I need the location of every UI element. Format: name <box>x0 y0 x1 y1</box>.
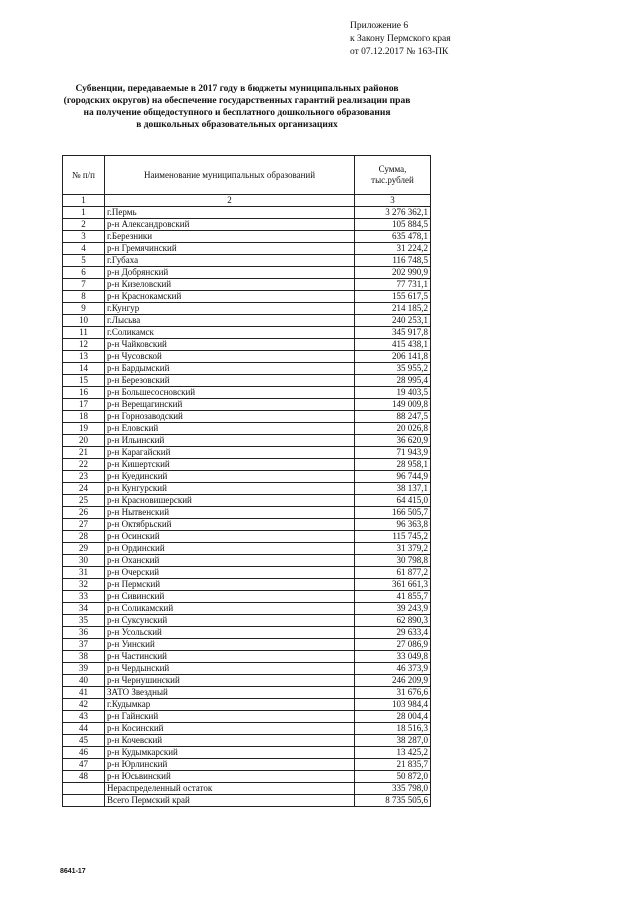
row-sum: 88 247,5 <box>355 411 431 423</box>
row-number: 43 <box>63 711 105 723</box>
table-row <box>63 267 431 279</box>
row-sum: 36 620,9 <box>355 435 431 447</box>
table-row <box>63 495 431 507</box>
row-sum: 635 478,1 <box>355 231 431 243</box>
row-name: г.Лысьва <box>105 315 355 327</box>
row-number: 23 <box>63 471 105 483</box>
table-row <box>63 627 431 639</box>
row-name: р-н Чердынский <box>105 663 355 675</box>
row-sum: 31 676,6 <box>355 687 431 699</box>
title-line-2: (городских округов) на обеспечение государственных гарантий реализации прав <box>63 96 411 106</box>
row-number: 10 <box>63 315 105 327</box>
row-name: р-н Усольский <box>105 627 355 639</box>
row-name: р-н Верещагинский <box>105 399 355 411</box>
row-number: 7 <box>63 279 105 291</box>
row-number: 29 <box>63 543 105 555</box>
row-number: 18 <box>63 411 105 423</box>
table-row <box>63 243 431 255</box>
row-sum: 31 224,2 <box>355 243 431 255</box>
row-number: 3 <box>63 231 105 243</box>
row-sum: 19 403,5 <box>355 387 431 399</box>
row-name: р-н Красновишерский <box>105 495 355 507</box>
row-sum: 35 955,2 <box>355 363 431 375</box>
row-sum: 20 026,8 <box>355 423 431 435</box>
row-sum: 38 287,0 <box>355 735 431 747</box>
table-row <box>63 687 431 699</box>
index-row <box>63 195 431 207</box>
row-sum: 71 943,9 <box>355 447 431 459</box>
row-number: 17 <box>63 399 105 411</box>
row-number: 34 <box>63 603 105 615</box>
row-sum: 29 633,4 <box>355 627 431 639</box>
document-title <box>60 83 414 131</box>
table-row <box>63 783 431 795</box>
row-sum: 41 855,7 <box>355 591 431 603</box>
row-number: 6 <box>63 267 105 279</box>
table-row <box>63 615 431 627</box>
row-sum: 64 415,0 <box>355 495 431 507</box>
row-sum: 3 276 362,1 <box>355 207 431 219</box>
row-sum: 202 990,9 <box>355 267 431 279</box>
table-row <box>63 651 431 663</box>
row-number: 5 <box>63 255 105 267</box>
row-sum: 335 798,0 <box>355 783 431 795</box>
table-row <box>63 219 431 231</box>
row-number: 38 <box>63 651 105 663</box>
row-number: 33 <box>63 591 105 603</box>
row-name: р-н Чусовской <box>105 351 355 363</box>
row-number: 20 <box>63 435 105 447</box>
table-row <box>63 507 431 519</box>
row-name: р-н Кунгурский <box>105 483 355 495</box>
row-number: 37 <box>63 639 105 651</box>
table-row <box>63 759 431 771</box>
table-row <box>63 279 431 291</box>
table-row <box>63 663 431 675</box>
title-line-3: на получение общедоступного и бесплатного дошкольного образования <box>83 108 391 118</box>
row-number <box>63 795 105 807</box>
table-row <box>63 291 431 303</box>
table-row <box>63 207 431 219</box>
row-sum: 240 253,1 <box>355 315 431 327</box>
row-number: 32 <box>63 579 105 591</box>
row-sum: 27 086,9 <box>355 639 431 651</box>
table-row <box>63 675 431 687</box>
row-sum: 166 505,7 <box>355 507 431 519</box>
table-row <box>63 747 431 759</box>
row-number: 40 <box>63 675 105 687</box>
table-row <box>63 591 431 603</box>
title-line-1: Субвенции, передаваемые в 2017 году в бюджеты муниципальных районов <box>75 84 399 94</box>
appendix-line-1: Приложение 6 <box>350 21 409 31</box>
row-sum: 38 137,1 <box>355 483 431 495</box>
row-name: р-н Суксунский <box>105 615 355 627</box>
row-number: 13 <box>63 351 105 363</box>
row-name: г.Кунгур <box>105 303 355 315</box>
row-sum: 155 617,5 <box>355 291 431 303</box>
row-number: 41 <box>63 687 105 699</box>
row-sum: 415 438,1 <box>355 339 431 351</box>
row-name: р-н Еловский <box>105 423 355 435</box>
row-name: р-н Частинский <box>105 651 355 663</box>
row-sum: 96 744,9 <box>355 471 431 483</box>
row-sum: 46 373,9 <box>355 663 431 675</box>
row-name: р-н Кизеловский <box>105 279 355 291</box>
appendix-line-3: от 07.12.2017 № 163-ПК <box>350 47 449 57</box>
row-sum: 116 748,5 <box>355 255 431 267</box>
row-name: р-н Нытвенский <box>105 507 355 519</box>
row-name: р-н Пермский <box>105 579 355 591</box>
table-row <box>63 327 431 339</box>
row-name: р-н Сивинский <box>105 591 355 603</box>
table-row <box>63 399 431 411</box>
row-sum: 8 735 505,6 <box>355 795 431 807</box>
row-name: р-н Кочевский <box>105 735 355 747</box>
table-row <box>63 423 431 435</box>
row-name: р-н Березовский <box>105 375 355 387</box>
row-name: р-н Большесосновский <box>105 387 355 399</box>
row-name: р-н Горнозаводский <box>105 411 355 423</box>
row-name: р-н Краснокамский <box>105 291 355 303</box>
row-name: р-н Куединский <box>105 471 355 483</box>
table-row <box>63 603 431 615</box>
row-name: Всего Пермский край <box>105 795 355 807</box>
row-name: р-н Добрянский <box>105 267 355 279</box>
table-row <box>63 579 431 591</box>
row-number: 30 <box>63 555 105 567</box>
table-row <box>63 795 431 807</box>
row-name: р-н Кишертский <box>105 459 355 471</box>
row-number: 25 <box>63 495 105 507</box>
row-name: р-н Александровский <box>105 219 355 231</box>
header-sum: Сумма, тыс.рублей <box>355 156 431 195</box>
table-row <box>63 375 431 387</box>
row-number: 12 <box>63 339 105 351</box>
table-row <box>63 567 431 579</box>
row-name: р-н Чернушинский <box>105 675 355 687</box>
row-number: 48 <box>63 771 105 783</box>
table-body <box>63 195 431 807</box>
index-cell: 1 <box>63 195 105 207</box>
row-name: р-н Бардымский <box>105 363 355 375</box>
row-number: 16 <box>63 387 105 399</box>
table-row <box>63 363 431 375</box>
row-number: 36 <box>63 627 105 639</box>
row-sum: 149 009,8 <box>355 399 431 411</box>
row-name: г.Соликамск <box>105 327 355 339</box>
row-number: 47 <box>63 759 105 771</box>
appendix-line-2: к Закону Пермского края <box>350 34 451 44</box>
row-sum: 21 835,7 <box>355 759 431 771</box>
row-name: р-н Ильинский <box>105 435 355 447</box>
row-number: 2 <box>63 219 105 231</box>
row-name: р-н Очерский <box>105 567 355 579</box>
header-num: № п/п <box>63 156 105 195</box>
row-number: 45 <box>63 735 105 747</box>
row-name: р-н Гремячинский <box>105 243 355 255</box>
row-number: 14 <box>63 363 105 375</box>
row-number: 1 <box>63 207 105 219</box>
table-row <box>63 387 431 399</box>
row-number: 31 <box>63 567 105 579</box>
table-row <box>63 315 431 327</box>
header-name: Наименование муниципальных образований <box>105 156 355 195</box>
row-number: 24 <box>63 483 105 495</box>
row-name: р-н Уинский <box>105 639 355 651</box>
table-row <box>63 711 431 723</box>
table-row <box>63 231 431 243</box>
index-cell: 3 <box>355 195 431 207</box>
row-number: 19 <box>63 423 105 435</box>
row-name: г.Березники <box>105 231 355 243</box>
table-row <box>63 459 431 471</box>
row-number: 28 <box>63 531 105 543</box>
row-number <box>63 783 105 795</box>
index-cell: 2 <box>105 195 355 207</box>
table-row <box>63 699 431 711</box>
table-row <box>63 543 431 555</box>
row-sum: 361 661,3 <box>355 579 431 591</box>
row-sum: 345 917,8 <box>355 327 431 339</box>
row-sum: 96 363,8 <box>355 519 431 531</box>
table-row <box>63 519 431 531</box>
row-sum: 115 745,2 <box>355 531 431 543</box>
row-sum: 50 872,0 <box>355 771 431 783</box>
appendix-note <box>350 20 510 59</box>
row-name: р-н Карагайский <box>105 447 355 459</box>
table-row <box>63 255 431 267</box>
table-row <box>63 435 431 447</box>
row-number: 9 <box>63 303 105 315</box>
table-row <box>63 483 431 495</box>
row-sum: 103 984,4 <box>355 699 431 711</box>
row-number: 26 <box>63 507 105 519</box>
row-sum: 30 798,8 <box>355 555 431 567</box>
row-number: 44 <box>63 723 105 735</box>
row-number: 42 <box>63 699 105 711</box>
row-number: 27 <box>63 519 105 531</box>
row-name: ЗАТО Звездный <box>105 687 355 699</box>
table-row <box>63 735 431 747</box>
row-sum: 33 049,8 <box>355 651 431 663</box>
row-name: р-н Кудымкарский <box>105 747 355 759</box>
table-row <box>63 771 431 783</box>
row-name: г.Пермь <box>105 207 355 219</box>
row-name: р-н Гайнский <box>105 711 355 723</box>
row-name: г.Губаха <box>105 255 355 267</box>
row-sum: 77 731,1 <box>355 279 431 291</box>
table-row <box>63 411 431 423</box>
table-row <box>63 723 431 735</box>
row-name: Нераспределенный остаток <box>105 783 355 795</box>
row-sum: 214 185,2 <box>355 303 431 315</box>
row-number: 39 <box>63 663 105 675</box>
row-name: р-н Осинский <box>105 531 355 543</box>
table-row <box>63 303 431 315</box>
row-name: р-н Юрлинский <box>105 759 355 771</box>
title-line-4: в дошкольных образовательных организациях <box>136 120 338 130</box>
row-sum: 31 379,2 <box>355 543 431 555</box>
row-sum: 61 877,2 <box>355 567 431 579</box>
row-sum: 62 890,3 <box>355 615 431 627</box>
subsidy-table <box>62 155 431 807</box>
row-number: 22 <box>63 459 105 471</box>
row-sum: 28 958,1 <box>355 459 431 471</box>
row-name: р-н Соликамский <box>105 603 355 615</box>
table-header-row <box>63 156 431 195</box>
row-sum: 246 209,9 <box>355 675 431 687</box>
row-sum: 105 884,5 <box>355 219 431 231</box>
row-number: 21 <box>63 447 105 459</box>
row-number: 8 <box>63 291 105 303</box>
table-row <box>63 471 431 483</box>
table-row <box>63 639 431 651</box>
row-number: 46 <box>63 747 105 759</box>
table-row <box>63 447 431 459</box>
row-number: 4 <box>63 243 105 255</box>
row-sum: 28 995,4 <box>355 375 431 387</box>
row-name: р-н Чайковский <box>105 339 355 351</box>
row-sum: 18 516,3 <box>355 723 431 735</box>
row-name: р-н Ординский <box>105 543 355 555</box>
table-row <box>63 339 431 351</box>
table-row <box>63 351 431 363</box>
row-sum: 13 425,2 <box>355 747 431 759</box>
row-sum: 28 004,4 <box>355 711 431 723</box>
row-number: 15 <box>63 375 105 387</box>
row-name: р-н Юсьвинский <box>105 771 355 783</box>
row-number: 11 <box>63 327 105 339</box>
row-sum: 206 141,8 <box>355 351 431 363</box>
row-name: г.Кудымкар <box>105 699 355 711</box>
document-code: 8641-17 <box>60 868 86 875</box>
table-row <box>63 531 431 543</box>
row-name: р-н Октябрьский <box>105 519 355 531</box>
row-sum: 39 243,9 <box>355 603 431 615</box>
row-number: 35 <box>63 615 105 627</box>
row-name: р-н Косинский <box>105 723 355 735</box>
table-row <box>63 555 431 567</box>
row-name: р-н Оханский <box>105 555 355 567</box>
